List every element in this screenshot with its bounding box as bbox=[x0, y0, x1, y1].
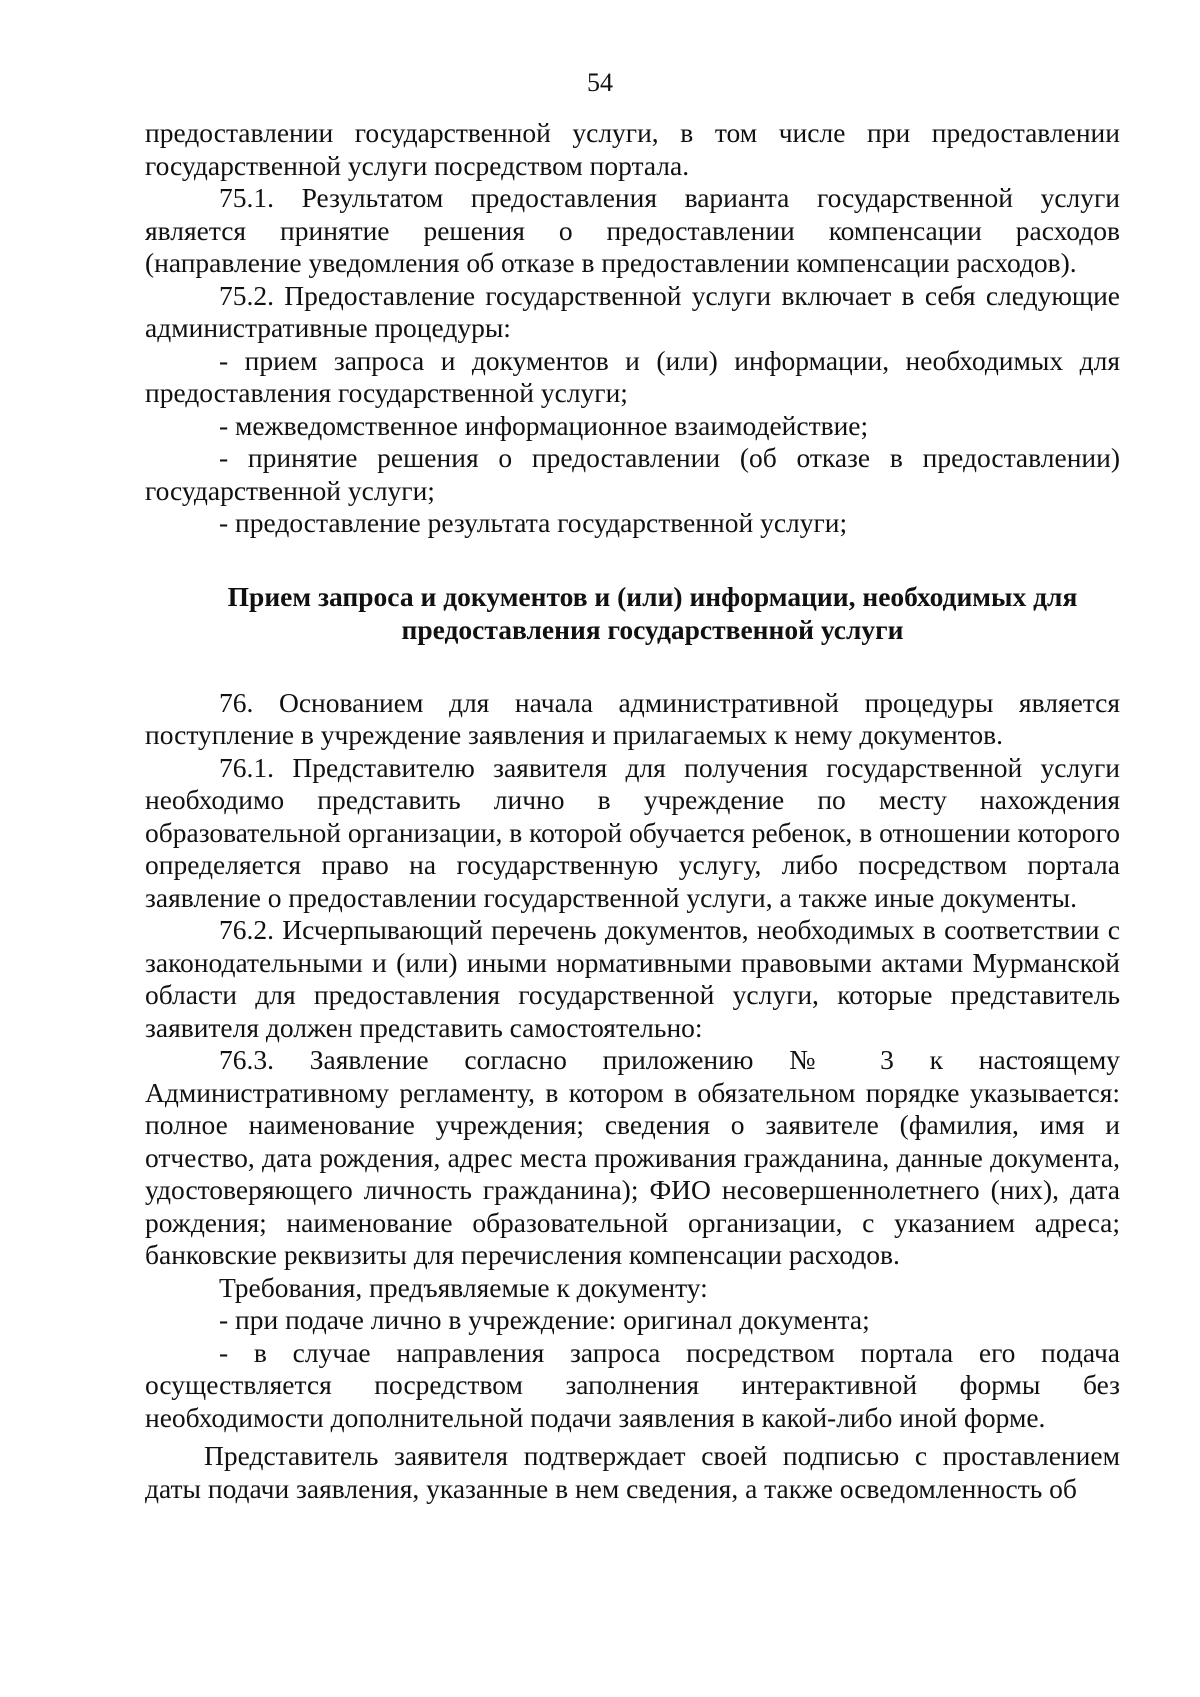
list-item-requirement-1: - при подаче лично в учреждение: оригинал документа; bbox=[219, 1304, 870, 1335]
paragraph-76: 76. Основанием для начала административной процедуры является поступление в учреждение заявления и прилагаемых к нему документов. bbox=[145, 686, 1120, 750]
paragraph-75-1: 75.1. Результатом предоставления варианта государственной услуги является принятие решения о предоставлении компенсации расходов (направление уведомления об отказе в предоставлении компенсации расходов). bbox=[145, 182, 1120, 278]
list-item-procedure-1: - прием запроса и документов и (или) информации, необходимых для предоставления государственной услуги; bbox=[145, 344, 1120, 408]
paragraph-76-1: 76.1. Представителю заявителя для получения государственной услуги необходимо представить лично в учреждение по месту нахождения образовательной организации, в которой обучается ребенок, в отношении которого определяется право на государственную услугу, либо посредством портала заявление о предоставлении государственной услуги, а также иные документы. bbox=[145, 751, 1120, 913]
document-body bbox=[145, 117, 1120, 1505]
section-heading-line-1: Прием запроса и документов и (или) информации, необходимых для bbox=[227, 580, 1078, 612]
list-item-procedure-2: - межведомственное информационное взаимодействие; bbox=[219, 409, 869, 441]
page-number: 54 bbox=[587, 68, 613, 97]
list-item-procedure-4: - предоставление результата государственной услуги; bbox=[219, 507, 848, 538]
paragraph-76-3: 76.3. Заявление согласно приложению № 3 к настоящему Административному регламенту, в котором в обязательном порядке указывается: полное наименование учреждения; сведения о заявителе (фамилия, имя и отчество, дата рождения, адрес места проживания гражданина, данные документа, удостоверяющего личность гражданина); ФИО несовершеннолетнего (них), дата рождения; наименование образовательной организации, с указанием адреса; банковские реквизиты для перечисления компенсации расходов. bbox=[145, 1044, 1120, 1270]
list-item-requirement-2: - в случае направления запроса посредством портала его подача осуществляется посредством заполнения интерактивной формы без необходимости дополнительной подачи заявления в какой-либо иной форме. bbox=[145, 1336, 1120, 1433]
paragraph-75-2: 75.2. Предоставление государственной услуги включает в себя следующие административные процедуры: bbox=[145, 279, 1120, 343]
list-item-procedure-3: - принятие решения о предоставлении (об отказе в предоставлении) государственной услуги; bbox=[145, 442, 1120, 506]
paragraph-76-2: 76.2. Исчерпывающий перечень документов, необходимых в соответствии с законодательными и (или) иными нормативными правовыми актами Мурманской области для предоставления государственной услуги, которые представитель заявителя должен представить самостоятельно: bbox=[145, 914, 1120, 1043]
paragraph-continuation: предоставлении государственной услуги, в том числе при предоставлении государственной услуги посредством портала. bbox=[145, 117, 1120, 181]
section-heading-line-2: предоставления государственной услуги bbox=[401, 613, 904, 645]
paragraph-signature: Представитель заявителя подтверждает своей подписью с проставлением даты подачи заявления, указанные в нем сведения, а также осведомленность об bbox=[145, 1440, 1120, 1504]
paragraph-requirements: Требования, предъявляемые к документу: bbox=[219, 1271, 708, 1303]
section-heading bbox=[145, 580, 1120, 646]
